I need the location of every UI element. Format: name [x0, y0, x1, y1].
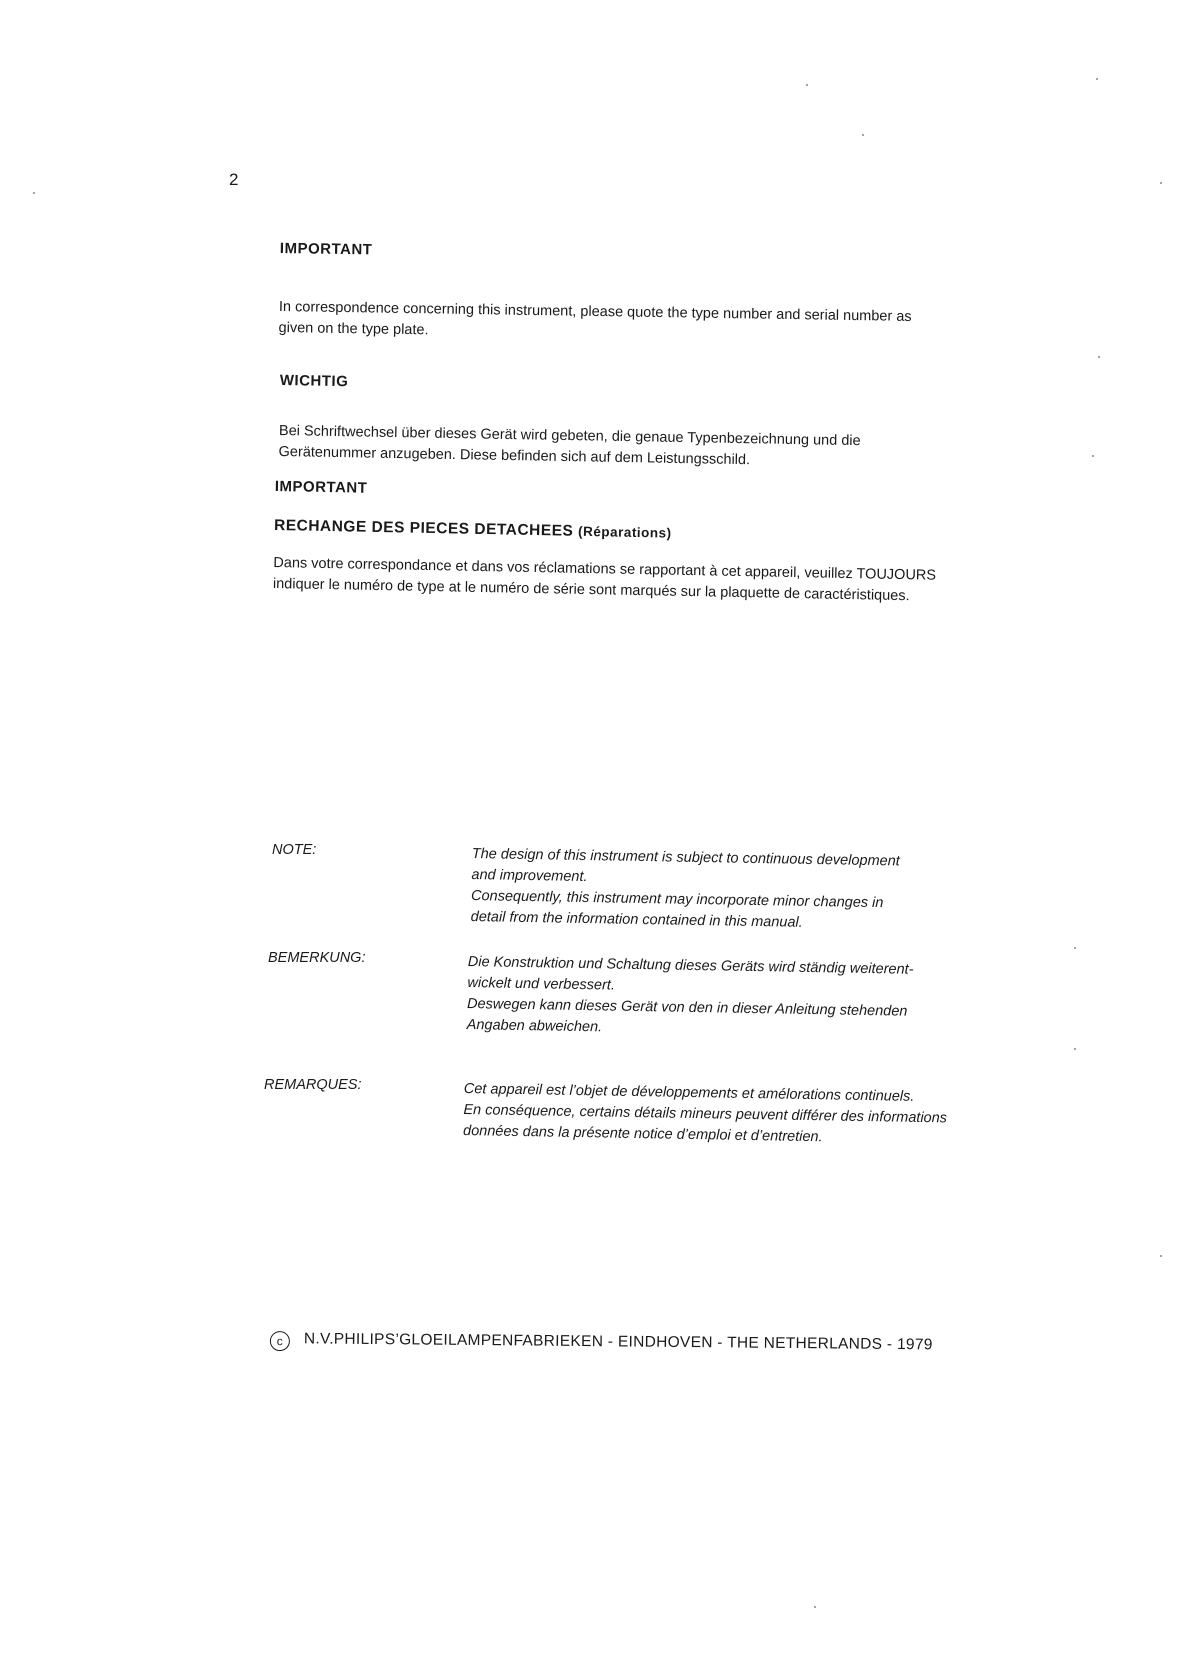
- note-fr-line-2: En conséquence, certains détails mineurs peuvent différer des informations: [463, 1101, 948, 1127]
- important-en-line-1: In correspondence concerning this instrument, please quote the type number and serial number as: [278, 298, 912, 325]
- scan-speck: [1074, 1048, 1076, 1050]
- note-label-en: NOTE:: [272, 842, 317, 858]
- note-text-en: [471, 844, 1052, 938]
- note-en-line-4: detail from the information contained in this manual.: [470, 908, 803, 931]
- note-text-de: [467, 952, 1048, 1046]
- important-fr-section: [273, 478, 1055, 610]
- important-de-line-1: Bei Schriftwechsel über dieses Gerät wird gebeten, die genaue Typenbezeichnung und die: [278, 422, 861, 450]
- important-fr-subheading-paren: (Réparations): [577, 523, 672, 541]
- important-de-section: [278, 372, 1059, 477]
- note-en-line-2: and improvement.: [471, 866, 588, 886]
- scan-speck: [1160, 1255, 1162, 1257]
- copyright-footer: [270, 1330, 933, 1357]
- scan-speck: [806, 84, 808, 86]
- important-en-text: [278, 297, 1059, 351]
- note-fr-line-3: données dans la présente notice d’emploi et d’entretien.: [462, 1122, 823, 1146]
- note-en-line-1: The design of this instrument is subject to continuous development: [471, 845, 900, 870]
- scan-speck: [1096, 78, 1098, 80]
- copyright-icon: c: [270, 1331, 290, 1351]
- note-text-fr: [463, 1079, 1044, 1152]
- note-de-line-3: Deswegen kann dieses Gerät von den in dieser Anleitung stehenden: [466, 995, 908, 1020]
- page-number: 2: [229, 170, 239, 189]
- important-en-line-2: given on the type plate.: [278, 319, 429, 339]
- note-fr-line-1: Cet appareil est l’objet de développements et amélorations continuels.: [463, 1080, 915, 1105]
- important-fr-line-2: indiquer le numéro de type at le numéro de série sont marqués sur la plaquette de caractéristiques.: [272, 575, 910, 605]
- note-de-line-2: wickelt und verbessert.: [467, 974, 616, 994]
- important-de-text: [278, 421, 1059, 477]
- important-fr-heading: IMPORTANT: [274, 478, 368, 497]
- scan-speck: [1092, 455, 1094, 457]
- important-fr-text: [273, 553, 1054, 610]
- important-de-heading: WICHTIG: [279, 372, 349, 391]
- important-fr-subheading: [274, 517, 1054, 550]
- important-fr-line-1: Dans votre correspondance et dans vos réclamations se rapportant à cet appareil, veuillez TOUJOURS: [273, 554, 937, 584]
- note-de-line-1: Die Konstruktion und Schaltung dieses Geräts wird ständig weiterent-: [467, 953, 914, 978]
- scan-speck: [1074, 947, 1076, 949]
- important-en-section: [278, 240, 1059, 351]
- scan-speck: [814, 1606, 816, 1608]
- important-en-heading: IMPORTANT: [279, 240, 373, 259]
- scan-speck: [1098, 356, 1100, 358]
- note-en-line-3: Consequently, this instrument may incorporate minor changes in: [470, 887, 884, 912]
- important-fr-subheading-main: RECHANGE DES PIECES DETACHEES: [273, 516, 574, 540]
- note-label-fr: REMARQUES:: [264, 1077, 362, 1093]
- scan-speck: [1160, 182, 1162, 184]
- note-de-line-4: Angaben abweichen.: [466, 1016, 603, 1036]
- copyright-text: N.V.PHILIPS’GLOEILAMPENFABRIEKEN - EINDHOVEN - THE NETHERLANDS - 1979: [303, 1330, 933, 1354]
- note-label-de: BEMERKUNG:: [268, 950, 366, 966]
- important-de-line-2: Gerätenummer anzugeben. Diese befinden sich auf dem Leistungsschild.: [278, 443, 751, 469]
- scan-speck: [862, 134, 864, 136]
- scan-speck: [33, 192, 35, 194]
